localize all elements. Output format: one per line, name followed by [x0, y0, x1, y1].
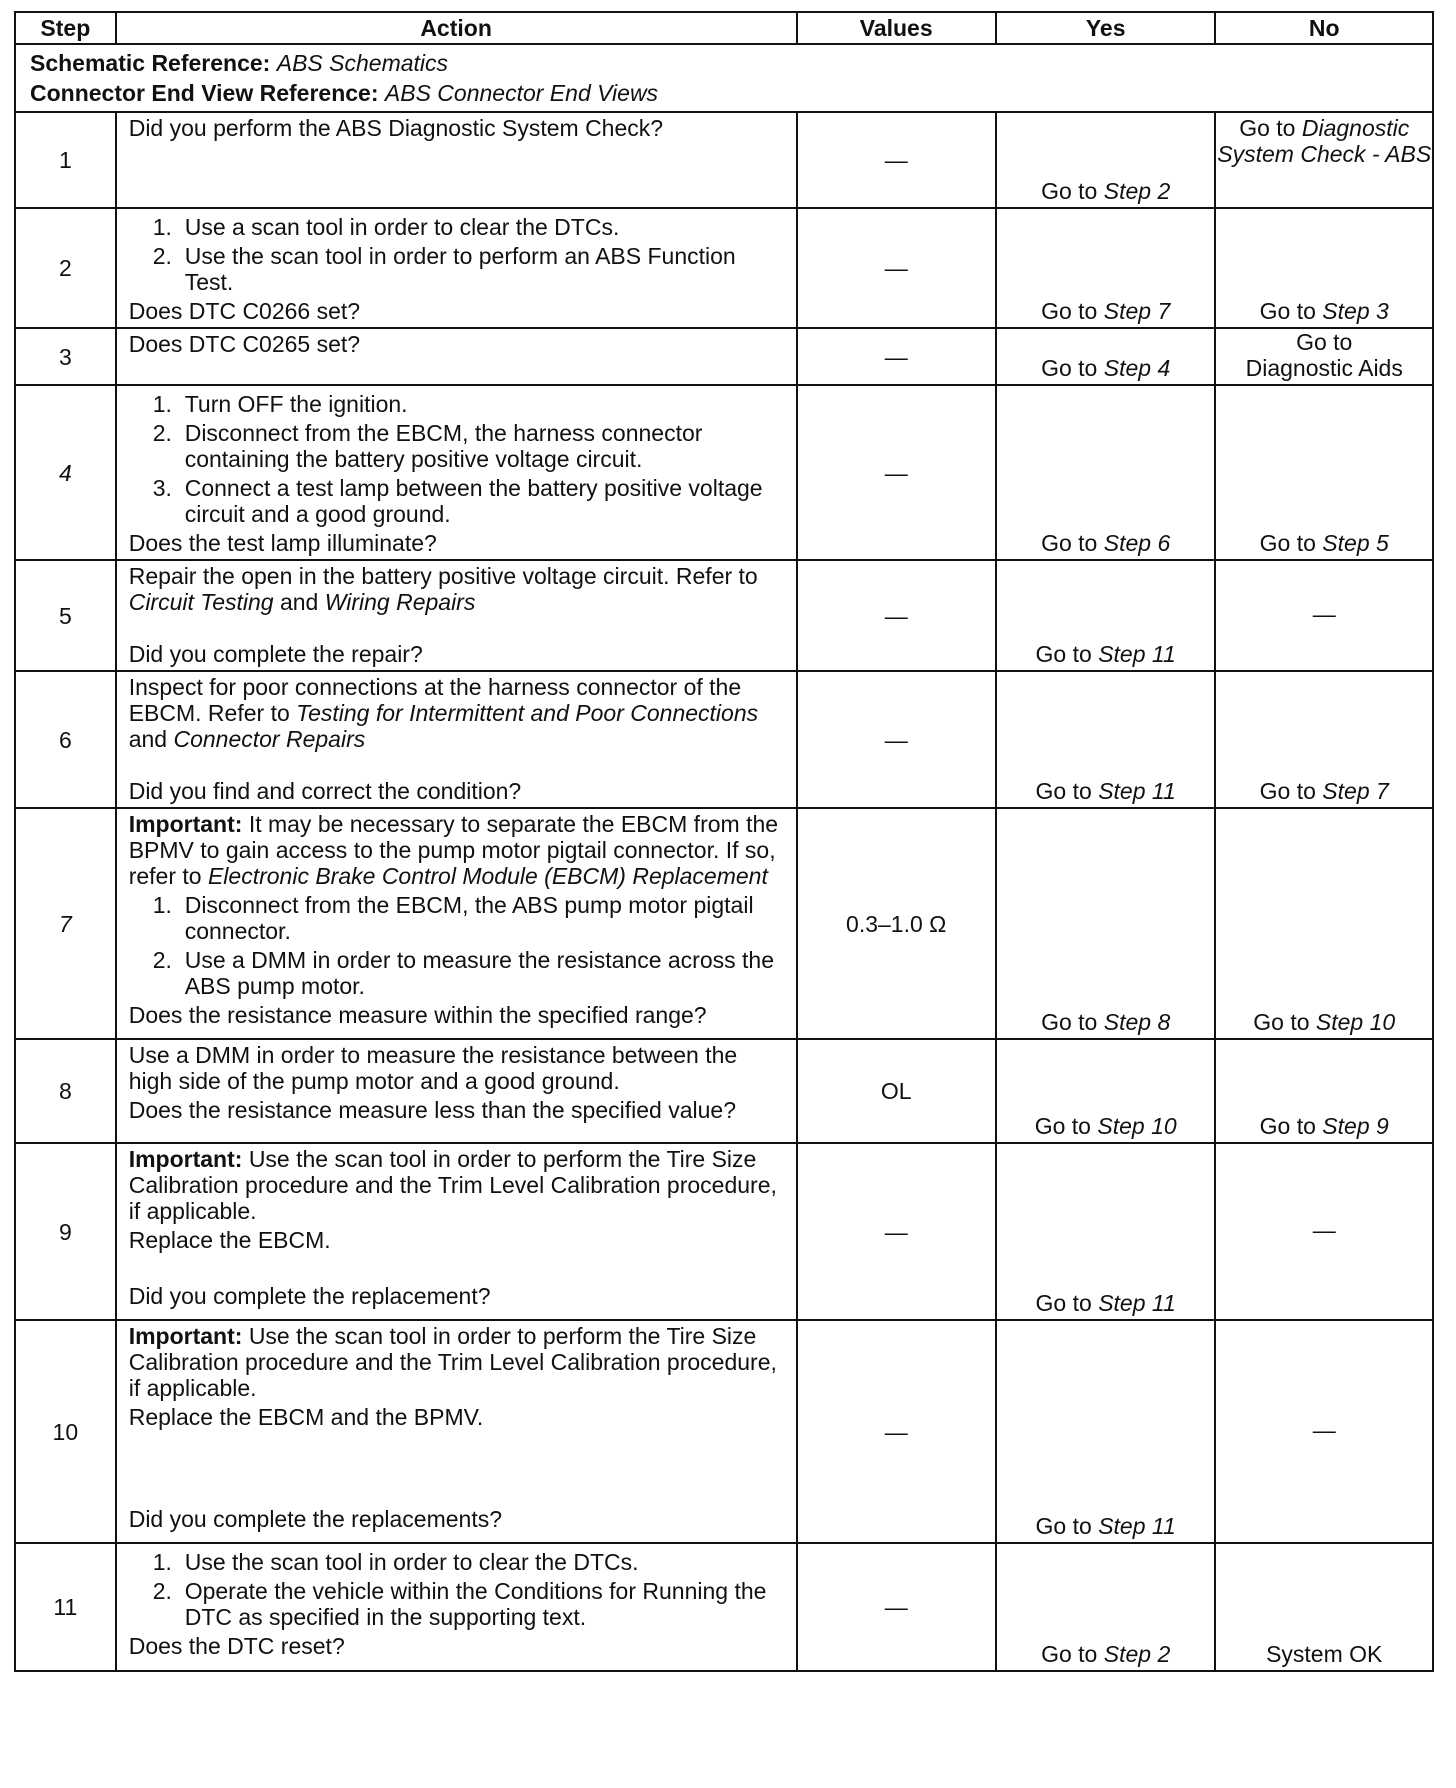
schematic-reference: [30, 48, 1418, 78]
list-item: 2. Use the scan tool in order to perform an ABS Function Test.: [152, 243, 736, 295]
step-number: 7: [15, 808, 116, 1039]
yes-cell: Go to Step 6: [996, 385, 1216, 560]
question: Did you complete the replacement?: [128, 1283, 491, 1309]
instruction-text: Repair the open in the battery positive voltage circuit. Refer to Circuit Testing and Wiring Repairs: [128, 563, 758, 615]
action-cell: [116, 1143, 797, 1320]
yes-link[interactable]: Step 4: [1103, 355, 1171, 381]
yes-cell: Go to Step 8: [996, 808, 1216, 1039]
reference-link[interactable]: Circuit Testing: [128, 589, 274, 615]
yes-cell: Go to Step 11: [996, 1143, 1216, 1320]
step-number: 9: [15, 1143, 116, 1320]
value-cell: 0.3–1.0 Ω: [797, 808, 996, 1039]
yes-link[interactable]: Step 11: [1098, 1513, 1176, 1539]
no-cell: —: [1215, 1143, 1433, 1320]
yes-link[interactable]: Step 8: [1103, 1009, 1171, 1035]
header-no: No: [1215, 12, 1433, 44]
value-cell: —: [797, 328, 996, 385]
no-cell: Go to Step 3: [1215, 208, 1433, 328]
connector-reference: [30, 78, 1418, 108]
no-link[interactable]: Step 3: [1322, 298, 1389, 324]
yes-cell: Go to Step 10: [996, 1039, 1216, 1143]
list-item: 2. Disconnect from the EBCM, the harness connector containing the battery positive voltage circuit.: [152, 420, 703, 472]
go-to-text: Go to: [1041, 178, 1098, 204]
value-cell: —: [797, 671, 996, 808]
list-item: 1. Use the scan tool in order to clear the DTCs.: [152, 1549, 639, 1575]
no-cell: System OK: [1215, 1543, 1433, 1671]
value-cell: —: [797, 1543, 996, 1671]
no-link[interactable]: Diagnostic Aids: [1245, 355, 1403, 381]
table-row: [15, 112, 1433, 208]
yes-cell: Go to Step 4: [996, 328, 1216, 385]
connector-link[interactable]: ABS Connector End Views: [384, 80, 659, 106]
step-number: 8: [15, 1039, 116, 1143]
table-row: [15, 808, 1433, 1039]
reference-cell: [15, 44, 1433, 112]
instruction-text: Replace the EBCM.: [128, 1227, 331, 1253]
action-cell: [116, 1320, 797, 1543]
yes-cell: Go to Step 7: [996, 208, 1216, 328]
value-cell: —: [797, 385, 996, 560]
action-cell: [116, 385, 797, 560]
no-link[interactable]: Step 7: [1322, 778, 1389, 804]
table-row: [15, 1143, 1433, 1320]
question: Does the resistance measure less than the specified value?: [128, 1097, 736, 1123]
instruction-text: Use a DMM in order to measure the resistance between the high side of the pump motor and a good ground.: [128, 1042, 738, 1094]
question: Does the test lamp illuminate?: [128, 530, 437, 556]
step-number: 6: [15, 671, 116, 808]
no-link[interactable]: Step 9: [1322, 1113, 1389, 1139]
reference-link[interactable]: Connector Repairs: [173, 726, 366, 752]
schematic-label: Schematic Reference:: [30, 50, 271, 76]
question: Does the resistance measure within the specified range?: [128, 1002, 707, 1028]
no-cell: —: [1215, 1320, 1433, 1543]
important-note: Important: Use the scan tool in order to perform the Tire Size Calibration procedure and the Trim Level Calibration procedure, if applicable.: [128, 1146, 777, 1224]
action-cell: [116, 1039, 797, 1143]
yes-cell: Go to Step 11: [996, 671, 1216, 808]
no-cell: —: [1215, 560, 1433, 671]
important-note: Important: Use the scan tool in order to perform the Tire Size Calibration procedure and the Trim Level Calibration procedure, if applicable.: [128, 1323, 777, 1401]
value-cell: —: [797, 208, 996, 328]
connector-label: Connector End View Reference:: [30, 80, 379, 106]
diagnostic-table: [14, 11, 1434, 1672]
table-row: [15, 671, 1433, 808]
list-item: 1. Disconnect from the EBCM, the ABS pump motor pigtail connector.: [152, 892, 754, 944]
list-item: 2. Use a DMM in order to measure the resistance across the ABS pump motor.: [152, 947, 774, 999]
no-cell: Go to Step 5: [1215, 385, 1433, 560]
table-row: [15, 560, 1433, 671]
instruction-list: [129, 391, 786, 527]
header-step: Step: [15, 12, 116, 44]
action-cell: [116, 808, 797, 1039]
question: Did you find and correct the condition?: [128, 778, 522, 804]
no-link[interactable]: Step 10: [1315, 1009, 1396, 1035]
table-row: [15, 1320, 1433, 1543]
reference-link[interactable]: Electronic Brake Control Module (EBCM) Replacement: [207, 863, 768, 889]
no-cell: Go to Diagnostic Aids: [1215, 328, 1433, 385]
yes-link[interactable]: Step 10: [1097, 1113, 1177, 1139]
step-number: 2: [15, 208, 116, 328]
step-number: 4: [15, 385, 116, 560]
table-row: [15, 328, 1433, 385]
action-cell: [116, 112, 797, 208]
reference-row: [15, 44, 1433, 112]
no-cell: Go to Step 9: [1215, 1039, 1433, 1143]
instruction-list: [129, 892, 786, 999]
yes-cell: Go to Step 11: [996, 560, 1216, 671]
list-item: 2. Operate the vehicle within the Conditions for Running the DTC as specified in the supporting text.: [152, 1578, 767, 1630]
value-cell: —: [797, 112, 996, 208]
instruction-list: [129, 1549, 786, 1630]
yes-cell: [996, 112, 1216, 208]
value-cell: —: [797, 1320, 996, 1543]
table-row: [15, 1039, 1433, 1143]
no-link[interactable]: Step 5: [1322, 530, 1389, 556]
value-cell: —: [797, 1143, 996, 1320]
action-cell: [116, 328, 797, 385]
question: Did you perform the ABS Diagnostic System Check?: [128, 115, 664, 141]
step-number: 5: [15, 560, 116, 671]
reference-link[interactable]: Testing for Intermittent and Poor Connections: [296, 700, 759, 726]
yes-link[interactable]: Step 11: [1098, 778, 1176, 804]
step-number: 3: [15, 328, 116, 385]
yes-link[interactable]: Step 2: [1103, 1641, 1171, 1667]
yes-cell: Go to Step 11: [996, 1320, 1216, 1543]
question: Does DTC C0266 set?: [128, 298, 361, 324]
step-number: 10: [15, 1320, 116, 1543]
question: Does DTC C0265 set?: [128, 331, 361, 357]
table-row: [15, 208, 1433, 328]
yes-link[interactable]: Step 11: [1098, 641, 1176, 667]
yes-link[interactable]: Step 11: [1098, 1290, 1176, 1316]
yes-cell: Go to Step 2: [996, 1543, 1216, 1671]
step-number: 11: [15, 1543, 116, 1671]
instruction-list: [129, 214, 786, 295]
action-cell: [116, 1543, 797, 1671]
action-cell: [116, 560, 797, 671]
no-cell: Go to Step 7: [1215, 671, 1433, 808]
list-item: 3. Connect a test lamp between the battery positive voltage circuit and a good ground.: [152, 475, 763, 527]
value-cell: —: [797, 560, 996, 671]
no-cell: Go to Step 10: [1215, 808, 1433, 1039]
header-values: Values: [797, 12, 996, 44]
question: Did you complete the replacements?: [128, 1506, 503, 1532]
no-cell: [1215, 112, 1433, 208]
go-to-text: Go to: [1239, 115, 1296, 141]
question: Did you complete the repair?: [128, 641, 423, 667]
action-cell: [116, 671, 797, 808]
list-item: 1. Turn OFF the ignition.: [152, 391, 408, 417]
no-link[interactable]: Diagnostic System Check - ABS: [1217, 115, 1432, 167]
question: Does the DTC reset?: [128, 1633, 345, 1659]
schematic-link[interactable]: ABS Schematics: [276, 50, 449, 76]
table-row: [15, 385, 1433, 560]
table-row: [15, 1543, 1433, 1671]
value-cell: OL: [797, 1039, 996, 1143]
header-yes: Yes: [996, 12, 1216, 44]
header-action: Action: [116, 12, 797, 44]
action-cell: [116, 208, 797, 328]
step-number: 1: [15, 112, 116, 208]
instruction-text: Inspect for poor connections at the harness connector of the EBCM. Refer to Testing for Intermittent and Poor Connections and Connector Repairs: [128, 674, 759, 752]
list-item: 1. Use a scan tool in order to clear the DTCs.: [152, 214, 620, 240]
yes-link[interactable]: Step 2: [1103, 178, 1171, 204]
header-row: [15, 12, 1433, 44]
reference-link[interactable]: Wiring Repairs: [324, 589, 476, 615]
instruction-text: Replace the EBCM and the BPMV.: [128, 1404, 484, 1430]
important-note: Important: It may be necessary to separate the EBCM from the BPMV to gain access to the pump motor pigtail connector. If so, refer to Electronic Brake Control Module (EBCM) Replacement: [128, 811, 779, 889]
yes-link[interactable]: Step 6: [1103, 530, 1171, 556]
yes-link[interactable]: Step 7: [1103, 298, 1171, 324]
